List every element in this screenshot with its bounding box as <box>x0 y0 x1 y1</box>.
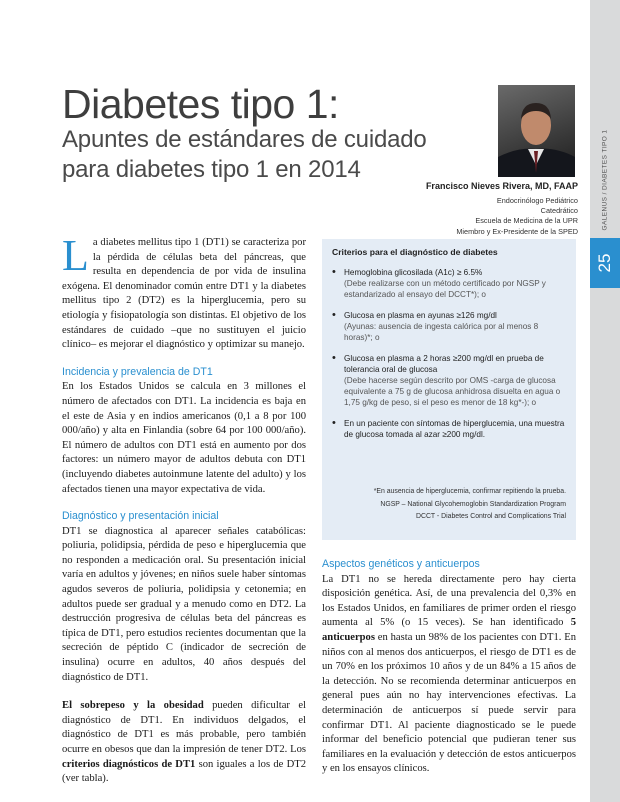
author-photo <box>498 85 575 177</box>
author-credential: Miembro y Ex-Presidente de la SPED <box>456 226 578 236</box>
paragraph-incidencia: En los Estados Unidos se calcula en 3 millones el número de afectados con DT1. La incidencia es baja en el este de Asia y en indios americanos (0,1 a 8 por 100 000/año) y alta en Finlandia (sobre 64 por 100 000/año). El número de adultos con DT1 está en aumento por dos factores: un número mayor de adultos debuta con DT1 (incluyendo diabetes autoinmune latente del adulto) y los afectados tienen una mayor expectativa de vida. <box>62 381 306 495</box>
criteria-item: • En un paciente con síntomas de hiperglucemia, una muestra de glucosa tomada al azar ≥200 mg/dl. <box>332 418 567 440</box>
page-subtitle: Apuntes de estándares de cuidado para diabetes tipo 1 en 2014 <box>62 126 427 183</box>
right-column <box>322 557 576 777</box>
author-credential: Escuela de Medicina de la UPR <box>475 216 578 226</box>
author-name: Francisco Nieves Rivera, MD, FAAP <box>425 181 578 191</box>
heading-geneticos: Aspectos genéticos y anticuerpos <box>322 558 480 570</box>
criteria-list <box>332 267 567 450</box>
criteria-item: • Glucosa en plasma a 2 horas ≥200 mg/dl en prueba de tolerancia oral de glucosa (Debe hacerse según descrito por OMS -carga de glucosa equivalente a 75 g de glucosa anhidrosa disuelta en agua o 1,75 g/kg de peso, si el peso es menor de 18 kg*-); o <box>332 353 567 408</box>
heading-incidencia: Incidencia y prevalencia de DT1 <box>62 365 213 378</box>
paragraph-geneticos: La DT1 no se hereda directamente pero hay cierta disposición genética. Así, de una prevalencia del 0,3% en los Estados Unidos, en familiares de primer orden el riesgo aumenta al 5% (o 15 veces). Se han identificado 5 anticuerpos en hasta un 98% de los pacientes con DT1. En niños con al menos dos anticuerpos, el riesgo de DT1 es de un 70% en los próximos 10 años y de un 84% a 15 años de la detección. No se recomienda determinar anticuerpos en general pues aún no hay intervenciones efectivas. La determinación de anticuerpos sí puede servir para confirmar DT1. Al paciente diagnosticado se le puede informar del beneficio potencial que pudieran tener sus familiares en la evaluación y detección de estos anticuerpos y en los ensayos clínicos. <box>322 573 576 775</box>
author-info <box>426 181 578 237</box>
criteria-item: • Glucosa en plasma en ayunas ≥126 mg/dl (Ayunas: ausencia de ingesta calórica por al menos 8 horas)*; o <box>332 310 567 343</box>
left-column <box>62 231 306 787</box>
paragraph-sobrepeso: El sobrepeso y la obesidad pueden dificultar el diagnóstico de DT1. En individuos delgados, el diagnóstico de DT1 es más probable, pero también ocurre en obesos que dan la impresión de tener DT2. Los criterios diagnósticos de DT1 son iguales a los de DT2 (ver tabla). <box>62 700 306 785</box>
criteria-notes: *En ausencia de hiperglucemia, confirmar repitiendo la prueba. NGSP – National Glycohemoglobin Standardization Program DCCT - Diabetes Control and Complications Trial <box>373 488 566 520</box>
drop-cap: L <box>62 231 89 280</box>
heading-diagnostico: Diagnóstico y presentación inicial <box>62 510 219 523</box>
section-label: GALENUS / DIABETES TIPO 1 <box>601 129 609 231</box>
intro-paragraph: La diabetes mellitus tipo 1 (DT1) se caracteriza por la pérdida de células beta del páncreas, que resulta en dependencia de por vida de insulina exógena. El denominador común entre DT1 y la diabetes mellitus tipo 2 (DT2) es la hiperglucemia, pero su etiología y fisiopatología son distintas. El objetivo de los estándares de cuidado –que no sustituyen el juicio clínico– es mejorar el diagnóstico y optimizar su manejo. <box>62 231 306 351</box>
criteria-box <box>322 239 576 540</box>
author-credential: Catedrático <box>540 206 578 216</box>
page-number: 25 <box>590 238 620 288</box>
criteria-item: • Hemoglobina glicosilada (A1c) ≥ 6.5% (Debe realizarse con un método certificado por NGSP y estandarizado al ensayo del DCCT*); o <box>332 267 567 300</box>
criteria-title: Criterios para el diagnóstico de diabetes <box>332 247 498 257</box>
page-title: Diabetes tipo 1: <box>62 81 339 127</box>
author-credential: Endocrinólogo Pediátrico <box>496 196 578 205</box>
paragraph-diagnostico: DT1 se diagnostica al aparecer señales catabólicas: poliuria, polidipsia, pérdida de peso e hiperglucemia que no responden a medicación oral. Su presentación inicial varía en adultos y jóvenes; en niños suele haber síntomas agudos severos de poliuria, polidipsia y cetonemia; en adultos puede ser gradual y a menudo como en DT2. La destrucción progresiva de células beta del páncreas es típica de DT1, pero estudios recientes documentan que la secreción de péptido C (indicador de secreción de insulina) ocurre en adultos, 40 años después del diagnóstico de DT1. <box>62 525 306 683</box>
